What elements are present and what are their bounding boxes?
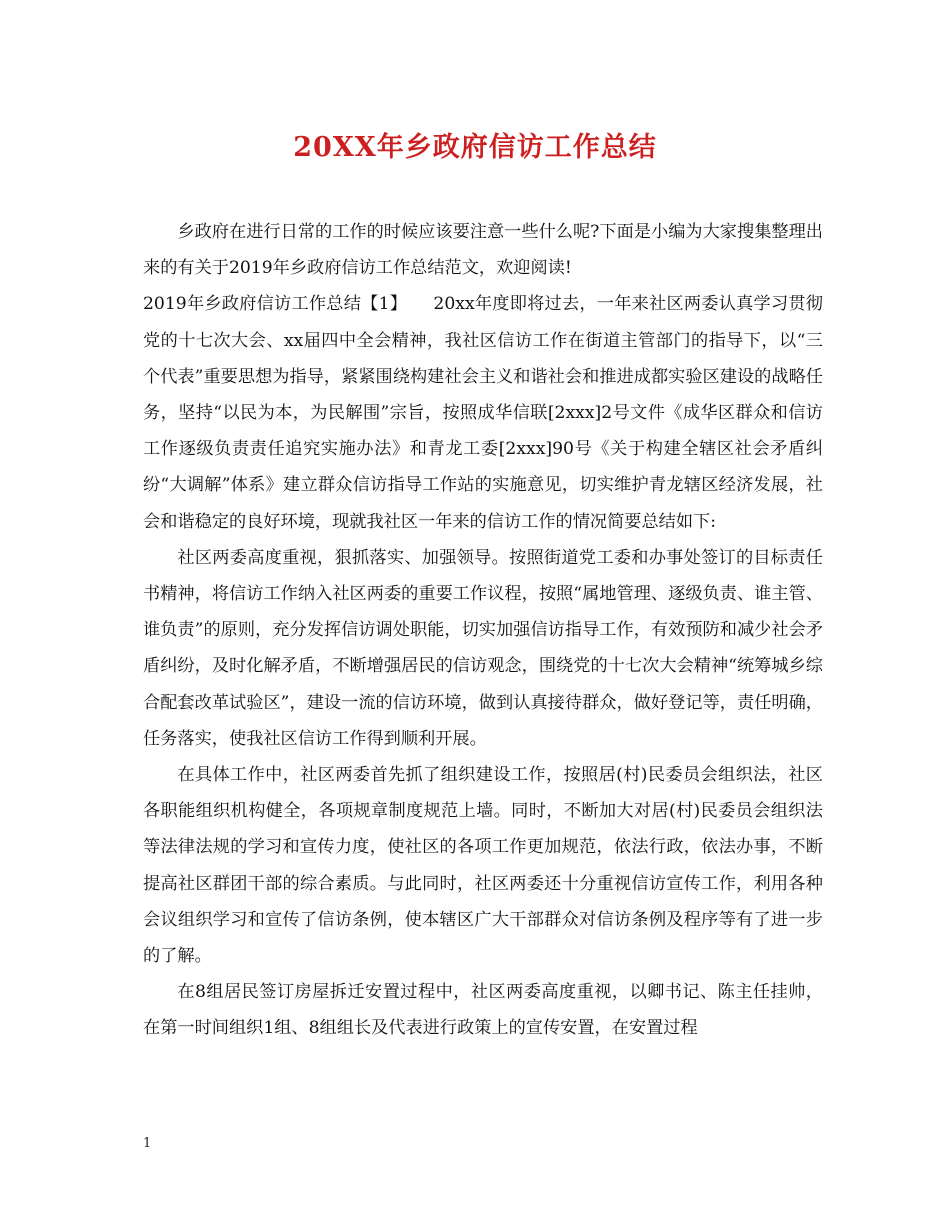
- organization-paragraph: 在具体工作中，社区两委首先抓了组织建设工作，按照居(村)民委员会组织法，社区各职能组织机构健全，各项规章制度规范上墙。同时，不断加大对居(村)民委员会组织法等法律法规的学习和宣传力度，使社区的各项工作更加规范，依法行政，依法办事，不断提高社区群团干部的综合素质。与此同时，社区两委还十分重视信访宣传工作，利用各种会议组织学习和宣传了信访条例，使本辖区广大干部群众对信访条例及程序等有了进一步的了解。: [143, 765, 823, 967]
- relocation-paragraph: 在8组居民签订房屋拆迁安置过程中，社区两委高度重视，以卿书记、陈主任挂帅，在第一时间组织1组、8组组长及代表进行政策上的宣传安置，在安置过程: [143, 982, 823, 1039]
- intro-paragraph: 乡政府在进行日常的工作的时候应该要注意一些什么呢?下面是小编为大家搜集整理出来的有关于2019年乡政府信访工作总结范文，欢迎阅读!: [143, 222, 823, 279]
- summary-heading-paragraph: 2019年乡政府信访工作总结【1】 20xx年度即将过去，一年来社区两委认真学习贯彻党的十七次大会、xx届四中全会精神，我社区信访工作在街道主管部门的指导下，以“三个代表”重要思想为指导，紧紧围绕构建社会主义和谐社会和推进成都实验区建设的战略任务，坚持“以民为本，为民解围”宗旨，按照成华信联[2xxx]2号文件《成华区群众和信访工作逐级负责责任追究实施办法》和青龙工委[2xxx]90号《关于构建全辖区社会矛盾纠纷“大调解”体系》建立群众信访指导工作站的实施意见，切实维护青龙辖区经济发展，社会和谐稳定的良好环境，现就我社区一年来的信访工作的情况简要总结如下:: [143, 294, 823, 532]
- leadership-paragraph: 社区两委高度重视，狠抓落实、加强领导。按照街道党工委和办事处签订的目标责任书精神，将信访工作纳入社区两委的重要工作议程，按照“属地管理、逐级负责、谁主管、谁负责”的原则，充分发挥信访调处职能，切实加强信访指导工作，有效预防和减少社会矛盾纠纷，及时化解矛盾，不断增强居民的信访观念，围绕党的十七次大会精神“统筹城乡综合配套改革试验区”，建设一流的信访环境，做到认真接待群众，做好登记等，责任明确，任务落实，使我社区信访工作得到顺利开展。: [143, 547, 823, 749]
- document-body: [143, 214, 823, 1047]
- page-number: 1: [143, 1136, 152, 1151]
- document-title: 20XX年乡政府信访工作总结: [293, 132, 657, 163]
